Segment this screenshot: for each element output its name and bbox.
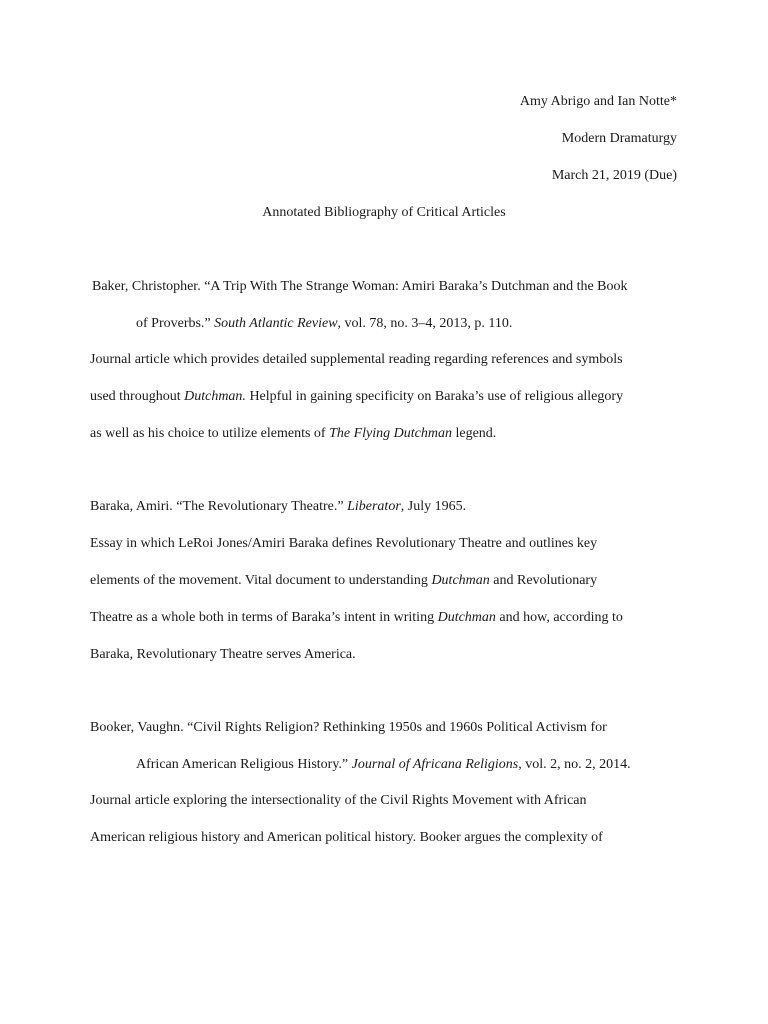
- citation-text: Baraka, Amiri. “The Revolutionary Theatre.”: [90, 499, 348, 514]
- citation-text: Booker, Vaughn. “Civil Rights Religion? Rethinking 1950s and 1960s Political Activism for: [90, 720, 607, 735]
- annotation-line: [90, 388, 623, 406]
- journal-title: Journal of Africana Religions: [351, 757, 519, 772]
- work-title: Dutchman.: [184, 389, 246, 404]
- header-authors: Amy Abrigo and Ian Notte*: [519, 94, 677, 109]
- journal-title: Liberator: [347, 499, 401, 514]
- work-title: Dutchman: [431, 573, 490, 588]
- header-date: March 21, 2019 (Due): [551, 168, 677, 183]
- annotation-line: [90, 572, 597, 590]
- annotation-line: Baraka, Revolutionary Theatre serves America.: [90, 647, 356, 662]
- citation-line: [136, 756, 631, 774]
- citation-line: [92, 278, 628, 296]
- citation-text: of Proverbs.”: [136, 316, 215, 331]
- annotation-text: elements of the movement. Vital document to understanding: [90, 573, 432, 588]
- annotation-text: as well as his choice to utilize elements of: [90, 426, 330, 441]
- work-title: The Flying Dutchman: [329, 426, 452, 441]
- citation-text: , July 1965.: [400, 499, 467, 514]
- annotation-line: Journal article which provides detailed supplemental reading regarding references and symbols: [90, 352, 623, 367]
- citation-text: African American Religious History.”: [136, 757, 352, 772]
- annotation-line: [90, 425, 496, 443]
- annotation-line: [90, 609, 623, 627]
- annotation-text: Theatre as a whole both in terms of Baraka’s intent in writing: [90, 610, 438, 625]
- annotation-line: Essay in which LeRoi Jones/Amiri Baraka defines Revolutionary Theatre and outlines key: [90, 536, 598, 551]
- citation-text: Baker, Christopher. “A Trip With The Strange Woman: Amiri Baraka’s Dutchman and the Book: [92, 279, 628, 294]
- annotation-text: and Revolutionary: [489, 573, 598, 588]
- annotation-text: and how, according to: [495, 610, 623, 625]
- citation-text: , vol. 2, no. 2, 2014.: [518, 757, 631, 772]
- annotation-line: Journal article exploring the intersectionality of the Civil Rights Movement with African: [90, 793, 587, 808]
- annotation-text: legend.: [451, 426, 497, 441]
- annotation-text: used throughout: [90, 389, 185, 404]
- document-title: Annotated Bibliography of Critical Articles: [262, 205, 506, 220]
- citation-line: [136, 315, 512, 333]
- citation-text: , vol. 78, no. 3–4, 2013, p. 110.: [337, 316, 513, 331]
- journal-title: South Atlantic Review: [214, 316, 338, 331]
- annotation-text: Helpful in gaining specificity on Baraka’s use of religious allegory: [245, 389, 624, 404]
- citation-line: [90, 498, 466, 516]
- annotation-line: American religious history and American political history. Booker argues the complexity of: [90, 830, 603, 845]
- citation-line: [90, 719, 607, 737]
- work-title: Dutchman: [437, 610, 496, 625]
- header-course: Modern Dramaturgy: [561, 131, 677, 146]
